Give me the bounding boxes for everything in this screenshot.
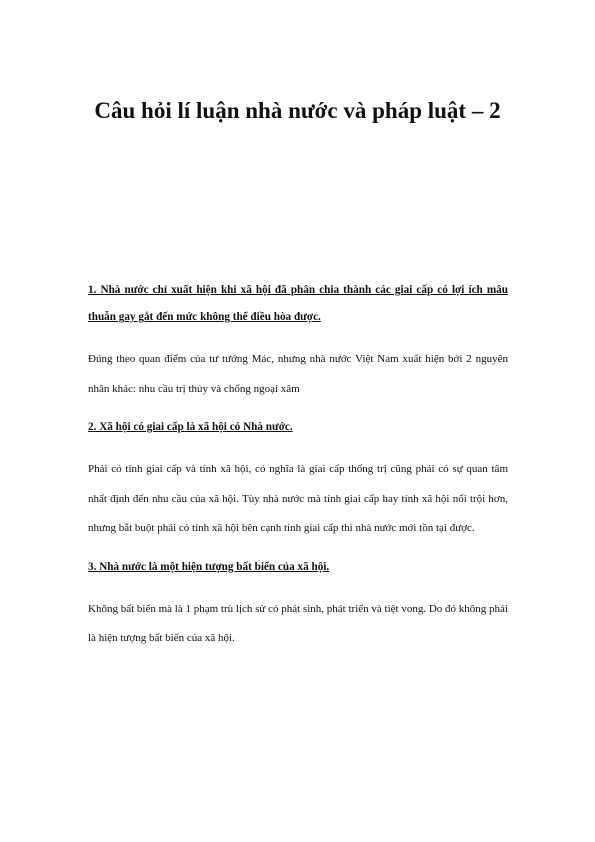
question-2: 2. Xã hội có giai cấp là xã hội có Nhà nước.: [88, 421, 293, 433]
question-3: 3. Nhà nước là một hiện tượng bất biến của xã hội.: [88, 560, 330, 573]
document-body: [88, 277, 508, 654]
answer-3: Không bất biến mà là 1 phạm trù lịch sử có phát sinh, phát triển và tiệt vong. Do đó không phải là hiện tượng bất biến của xã hội.: [88, 602, 508, 644]
answer-2: Phải có tính giai cấp và tính xã hội, có nghĩa là giai cấp thống trị cũng phải có sự quan tâm nhất định đến nhu cầu của xã hội. Tùy nhà nước mà tính giai cấp hay tính xã hội nổi trội hơn, nhưng bắt buột phải có tính xã hội bên cạnh tính giai cấp thì nhà nước mới tồn tại được.: [88, 463, 508, 534]
answer-1: Đúng theo quan điểm của tư tưởng Mác, nhưng nhà nước Việt Nam xuất hiện bởi 2 nguyên nhân khác: nhu cầu trị thủy và chống ngoại xâm: [88, 353, 508, 395]
question-1: 1. Nhà nước chỉ xuất hiện khi xã hội đã phân chia thành các giai cấp có lợi ích mâu thuẫn gay gắt đến mức không thể điều hòa được.: [88, 284, 508, 323]
page-title: Câu hỏi lí luận nhà nước và pháp luật – 2: [94, 98, 501, 123]
